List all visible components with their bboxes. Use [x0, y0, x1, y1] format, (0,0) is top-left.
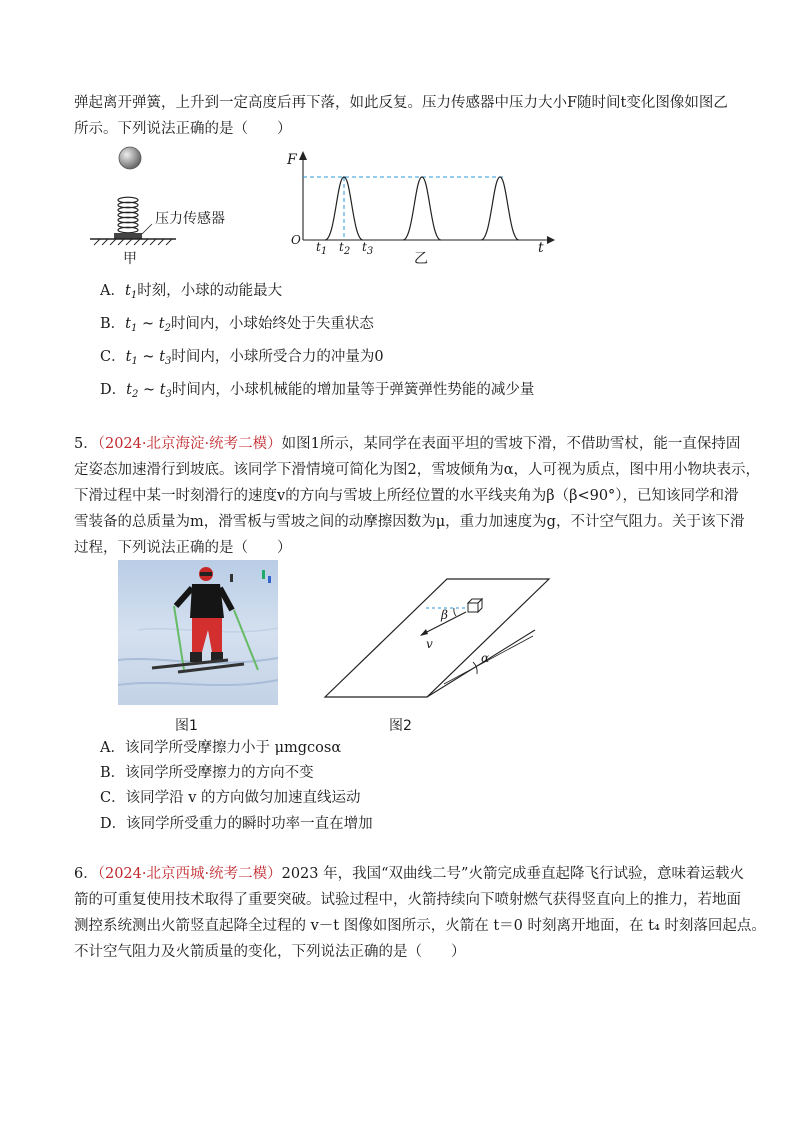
figure-1-caption: 图1 — [175, 718, 198, 734]
q6-stem-line1: 6．（2024·北京西城·统考二模）2023 年，我国“双曲线二号”火箭完成垂直起降飞行试验，意味着运载火 — [74, 866, 744, 882]
graph-f-label: F — [287, 152, 297, 168]
q5-number: 5． — [74, 436, 98, 452]
figure-1-skier-photo — [118, 560, 278, 705]
graph-t-label: t — [538, 240, 544, 256]
ball — [119, 147, 141, 169]
graph-t1-label: $t_1$ — [316, 240, 328, 257]
ground-hatch — [94, 239, 172, 245]
pressure-sensor — [114, 233, 142, 239]
q6-source: （2024·北京西城·统考二模） — [97, 866, 282, 882]
q5-option-c[interactable]: C．该同学沿 v 的方向做匀加速直线运动 — [100, 790, 361, 806]
q6-stem-line4: 不计空气阻力及火箭质量的变化，下列说法正确的是（ ） — [74, 944, 466, 960]
q5-source: （2024·北京海淀·统考二模） — [97, 436, 282, 452]
q6-number: 6． — [74, 866, 98, 882]
spring — [118, 197, 138, 233]
q5-option-d[interactable]: D．该同学所受重力的瞬时功率一直在增加 — [100, 816, 373, 832]
q5-option-b[interactable]: B．该同学所受摩擦力的方向不变 — [100, 765, 314, 781]
slope-plane — [325, 579, 549, 697]
q4-stem-line1: 弹起离开弹簧，上升到一定高度后再下落，如此反复。压力传感器中压力大小F随时间t变化图像如图乙 — [74, 95, 728, 111]
q5-stem-line4: 雪装备的总质量为m，滑雪板与雪坡之间的动摩擦因数为μ，重力加速度为g，不计空气阻力。关于该下滑 — [74, 514, 745, 530]
q4-stem-line2: 所示。下列说法正确的是（ ） — [74, 121, 292, 137]
sensor-pointer — [142, 224, 152, 234]
pulse-3 — [481, 177, 519, 240]
q4-option-a[interactable]: A．$t_1$时刻，小球的动能最大 — [100, 283, 283, 301]
q5-stem-line5: 过程，下列说法正确的是（ ） — [74, 540, 292, 556]
f-axis-arrow — [299, 151, 307, 160]
q5-stem-line3: 下滑过程中某一时刻滑行的速度v的方向与雪坡上所经位置的水平线夹角为β（β<90°），已知该同学和滑 — [74, 488, 739, 504]
beta-arc — [454, 608, 456, 616]
pulse-2 — [403, 177, 441, 240]
q4-option-b[interactable]: B．$t_1$ ~ $t_2$时间内，小球始终处于失重状态 — [100, 316, 374, 334]
q6-stem-line2: 箭的可重复使用技术取得了重要突破。试验过程中，火箭持续向下喷射燃气获得竖直向上的推力，若地面 — [74, 892, 741, 908]
q5-option-a[interactable]: A．该同学所受摩擦力小于 μmgcosα — [100, 740, 342, 756]
q6-stem-line3: 测控系统测出火箭竖直起降全过程的 v－t 图像如图所示，火箭在 t＝0 时刻离开地面，在 t₄ 时刻落回起点。 — [74, 918, 766, 934]
q5-stem-line2: 定姿态加速滑行到坡底。该同学下滑情境可简化为图2，雪坡倾角为α，人可视为质点，图中用小物块表示， — [74, 462, 761, 478]
graph-origin-label: O — [291, 233, 301, 247]
graph-t3-label: $t_3$ — [362, 240, 374, 257]
v-label: v — [426, 637, 433, 651]
graph-t2-label: $t_2$ — [339, 240, 351, 257]
t-axis-arrow — [547, 236, 555, 244]
beta-label: β — [441, 608, 448, 622]
sensor-label: 压力传感器 — [155, 211, 225, 227]
figure-yi-caption: 乙 — [414, 251, 428, 267]
q5-stem-line1: 5．（2024·北京海淀·统考二模）如图1所示，某同学在表面平坦的雪坡下滑，不借助雪杖，能一直保持固 — [74, 436, 741, 452]
q4-option-c[interactable]: C．$t_1$ ~ $t_3$时间内，小球所受合力的冲量为0 — [100, 349, 384, 367]
figure-jia — [80, 140, 280, 270]
velocity-arrow-head — [420, 629, 428, 636]
figure-jia-caption: 甲 — [123, 251, 137, 267]
block — [468, 599, 482, 612]
figure-2-caption: 图2 — [389, 718, 412, 734]
alpha-label: α — [481, 651, 490, 665]
figure-2-slope-diagram — [322, 570, 552, 705]
q4-option-d[interactable]: D．$t_2$ ~ $t_3$时间内，小球机械能的增加量等于弹簧弹性势能的减少量 — [100, 382, 535, 400]
